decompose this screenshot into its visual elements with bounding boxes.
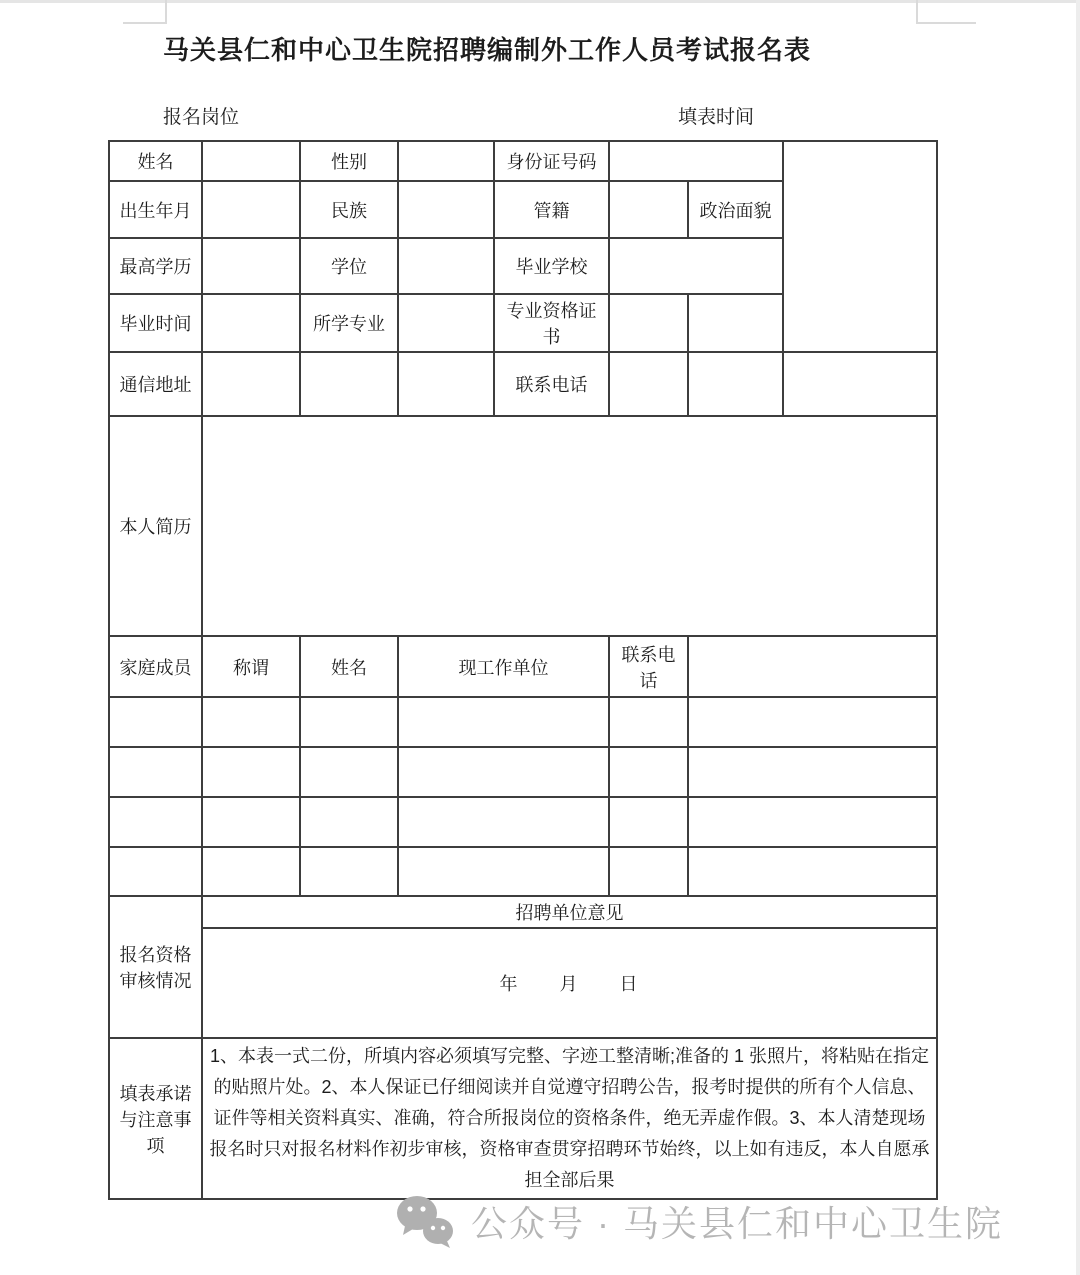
wechat-watermark-text: 公众号 · 马关县仁和中心卫生院 <box>471 1202 1003 1244</box>
employer-opinion-header: 招聘单位意见 <box>202 896 937 928</box>
graduate-school-label: 毕业学校 <box>494 238 609 294</box>
member-relation-cell <box>202 847 300 896</box>
native-place-value-cell <box>609 181 688 238</box>
family-member-row <box>109 797 937 847</box>
member-extra-cell <box>688 797 937 847</box>
member-phone-header: 联系电话 <box>609 636 688 697</box>
member-name-header: 姓名 <box>300 636 398 697</box>
fill-date-label: 填表时间 <box>678 107 755 128</box>
resume-content-cell <box>202 416 937 636</box>
gender-label: 性别 <box>300 141 398 181</box>
qualification-cert-extra-cell <box>688 294 783 352</box>
member-row-label-cell <box>109 797 202 847</box>
page-corner-mark-right <box>916 0 976 24</box>
photo-cell <box>783 141 937 352</box>
member-unit-cell <box>398 797 609 847</box>
family-members-label: 家庭成员 <box>109 636 202 697</box>
name-value-cell <box>202 141 300 181</box>
member-name-cell <box>300 847 398 896</box>
member-phone-cell <box>609 797 688 847</box>
member-name-cell <box>300 747 398 797</box>
member-extra-cell <box>688 697 937 747</box>
degree-label: 学位 <box>300 238 398 294</box>
opinion-date-line: 年 月 日 <box>202 928 937 1038</box>
resume-label: 本人简历 <box>109 416 202 636</box>
member-row-label-cell <box>109 697 202 747</box>
qualification-cert-label: 专业资格证书 <box>494 294 609 352</box>
member-row-label-cell <box>109 847 202 896</box>
political-status-label: 政治面貌 <box>688 181 783 238</box>
family-header-extra-cell <box>688 636 937 697</box>
member-relation-cell <box>202 697 300 747</box>
highest-education-label: 最高学历 <box>109 238 202 294</box>
member-phone-cell <box>609 697 688 747</box>
qualification-cert-value-cell <box>609 294 688 352</box>
contact-phone-value-cell-1 <box>609 352 688 416</box>
family-member-row <box>109 697 937 747</box>
id-number-label: 身份证号码 <box>494 141 609 181</box>
member-extra-cell <box>688 747 937 797</box>
mailing-address-label: 通信地址 <box>109 352 202 416</box>
address-value-cell-1 <box>202 352 300 416</box>
wechat-icon <box>393 1193 457 1249</box>
name-label: 姓名 <box>109 141 202 181</box>
degree-value-cell <box>398 238 494 294</box>
contact-phone-value-cell-2 <box>688 352 783 416</box>
member-name-cell <box>300 797 398 847</box>
position-label: 报名岗位 <box>163 107 240 128</box>
current-work-unit-header: 现工作单位 <box>398 636 609 697</box>
form-title: 马关县仁和中心卫生院招聘编制外工作人员考试报名表 <box>163 35 812 65</box>
notes-text: 1、本表一式二份，所填内容必须填写完整、字迹工整清晰;准备的 1 张照片，将粘贴在指定的贴照片处。2、本人保证已仔细阅读并自觉遵守招聘公告，报考时提供的所有个人信息、证件等相关资料真实、准确，符合所报岗位的资格条件，绝无弄虚作假。3、本人清楚现场报名时只对报名材料作初步审核，资格审查贯穿招聘环节始终，以上如有违反，本人自愿承担全部后果 <box>202 1038 937 1199</box>
birth-date-label: 出生年月 <box>109 181 202 238</box>
highest-education-value-cell <box>202 238 300 294</box>
notes-label: 填表承诺与注意事项 <box>109 1038 202 1199</box>
major-value-cell <box>398 294 494 352</box>
ethnicity-label: 民族 <box>300 181 398 238</box>
qualification-review-label: 报名资格审核情况 <box>109 896 202 1038</box>
family-member-row <box>109 747 937 797</box>
contact-phone-label: 联系电话 <box>494 352 609 416</box>
id-number-value-cell <box>609 141 783 181</box>
graduation-time-label: 毕业时间 <box>109 294 202 352</box>
address-value-cell-2 <box>300 352 398 416</box>
relation-header: 称谓 <box>202 636 300 697</box>
registration-form-table <box>108 140 938 1200</box>
member-unit-cell <box>398 697 609 747</box>
member-row-label-cell <box>109 747 202 797</box>
member-relation-cell <box>202 747 300 797</box>
page-corner-mark-left <box>123 0 167 24</box>
graduate-school-value-cell <box>609 238 783 294</box>
member-name-cell <box>300 697 398 747</box>
member-extra-cell <box>688 847 937 896</box>
graduation-time-value-cell <box>202 294 300 352</box>
member-unit-cell <box>398 847 609 896</box>
member-unit-cell <box>398 747 609 797</box>
member-phone-cell <box>609 847 688 896</box>
member-relation-cell <box>202 797 300 847</box>
wechat-watermark <box>393 1190 1003 1252</box>
ethnicity-value-cell <box>398 181 494 238</box>
major-label: 所学专业 <box>300 294 398 352</box>
family-member-row <box>109 847 937 896</box>
member-phone-cell <box>609 747 688 797</box>
birth-date-value-cell <box>202 181 300 238</box>
contact-phone-value-cell-3 <box>783 352 937 416</box>
gender-value-cell <box>398 141 494 181</box>
address-value-cell-3 <box>398 352 494 416</box>
scan-right-edge <box>1076 0 1080 1275</box>
native-place-label: 管籍 <box>494 181 609 238</box>
